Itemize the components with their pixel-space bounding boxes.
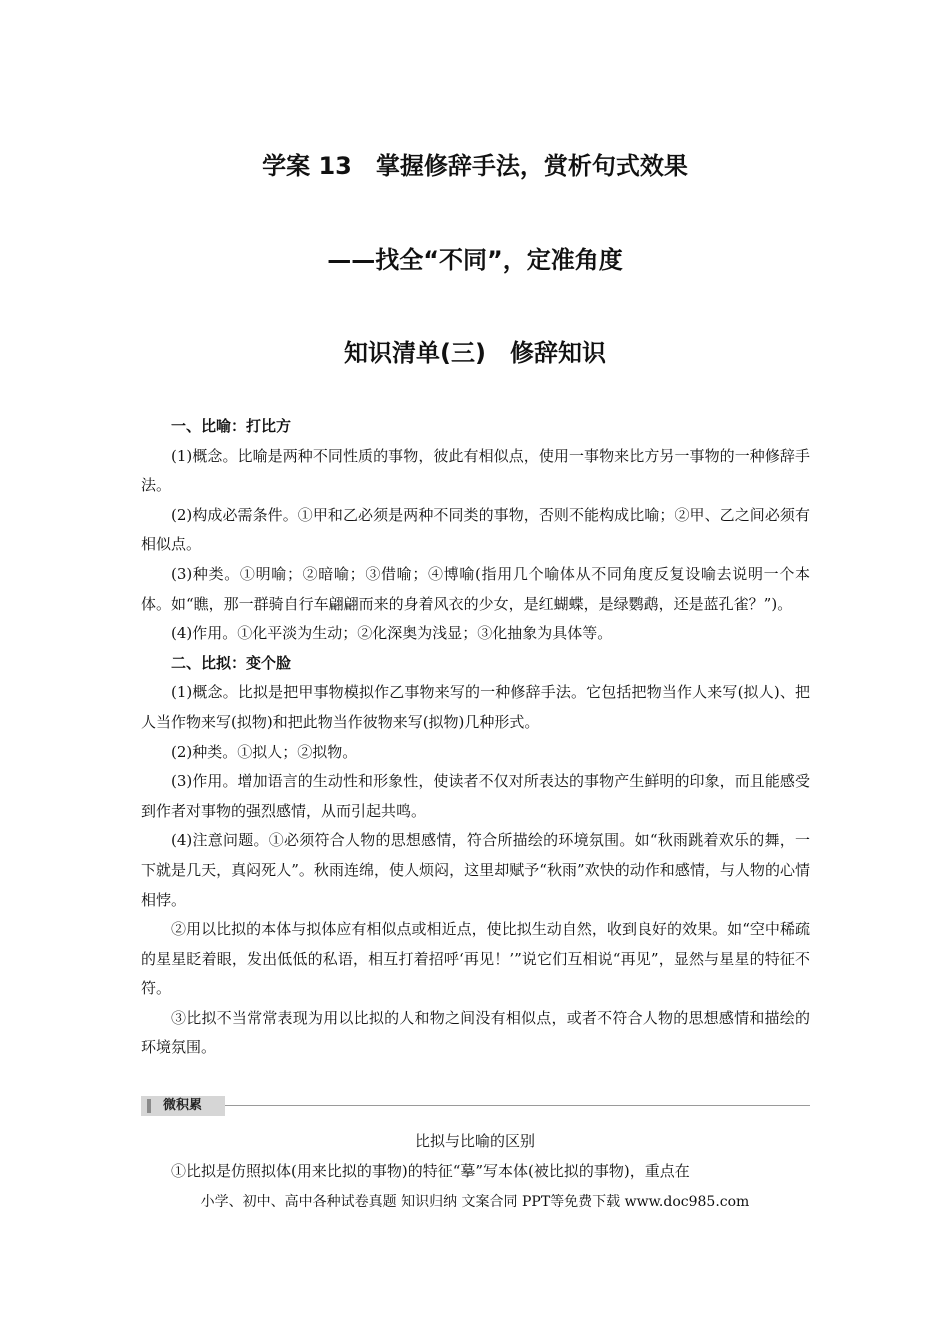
paragraph: (4)作用。①化平淡为生动；②化深奥为浅显；③化抽象为具体等。 xyxy=(171,624,613,643)
accumulation-tag-bar xyxy=(141,1096,810,1116)
divider-line xyxy=(141,1105,810,1106)
paragraph: (1)概念。比拟是把甲事物模拟作乙事物来写的一种修辞手法。它包括把物当作人来写(拟人)、把人当作物来写(拟物)和把此物当作彼物来写(拟物)几种形式。 xyxy=(141,683,810,731)
accumulation-tag xyxy=(141,1096,225,1116)
page-title: 学案 13 掌握修辞手法，赏析句式效果 xyxy=(262,152,688,180)
paragraph: ③比拟不当常常表现为用以比拟的人和物之间没有相似点，或者不符合人物的思想感情和描绘的环境氛围。 xyxy=(141,1008,810,1057)
paragraph: (4)注意问题。①必须符合人物的思想感情，符合所描绘的环境氛围。如“秋雨跳着欢乐的舞，一下就是几天，真闷死人”。秋雨连绵，使人烦闷，这里却赋予“秋雨”欢快的动作和感情，与人物的心情相悖。 xyxy=(141,831,810,909)
paragraph: (2)种类。①拟人；②拟物。 xyxy=(171,742,358,761)
paragraph-last: ①比拟是仿照拟体(用来比拟的事物)的特征“摹”写本体(被比拟的事物)，重点在 xyxy=(171,1162,690,1180)
paragraph: (3)作用。增加语言的生动性和形象性，使读者不仅对所表达的事物产生鲜明的印象，而且能感受到作者对事物的强烈感情，从而引起共鸣。 xyxy=(141,772,810,820)
page-footer: 小学、初中、高中各种试卷真题 知识归纳 文案合同 PPT等免费下载 www.doc985.com xyxy=(200,1194,750,1210)
section-title: 知识清单(三) 修辞知识 xyxy=(344,339,606,367)
paragraph: (3)种类。①明喻；②暗喻；③借喻；④博喻(指用几个喻体从不同角度反复设喻去说明一个本体。如“瞧，那一群骑自行车翩翩而来的身着风衣的少女，是红蝴蝶，是绿鹦鹉，还是蓝孔雀？”)。 xyxy=(141,564,810,613)
body-text xyxy=(141,412,810,1063)
sub-heading: 比拟与比喻的区别 xyxy=(414,1132,535,1150)
paragraph: (2)构成必需条件。①甲和乙必须是两种不同类的事物，否则不能构成比喻；②甲、乙之间必须有相似点。 xyxy=(141,505,810,554)
paragraph: ②用以比拟的本体与拟体应有相似点或相近点，使比拟生动自然，收到良好的效果。如“空中稀疏的星星眨着眼，发出低低的私语，相互打着招呼‘再见！’”说它们互相说“再见”，显然与星星的特征不符。 xyxy=(141,920,810,998)
paragraph: (1)概念。比喻是两种不同性质的事物，彼此有相似点，使用一事物来比方另一事物的一种修辞手法。 xyxy=(141,446,810,495)
page-subtitle: ——找全“不同”，定准角度 xyxy=(327,246,623,274)
tag-marker-icon xyxy=(147,1099,151,1113)
section-heading: 一、比喻：打比方 xyxy=(171,417,292,435)
section-heading: 二、比拟：变个脸 xyxy=(171,653,292,672)
tag-label: 微积累 xyxy=(163,1098,203,1113)
